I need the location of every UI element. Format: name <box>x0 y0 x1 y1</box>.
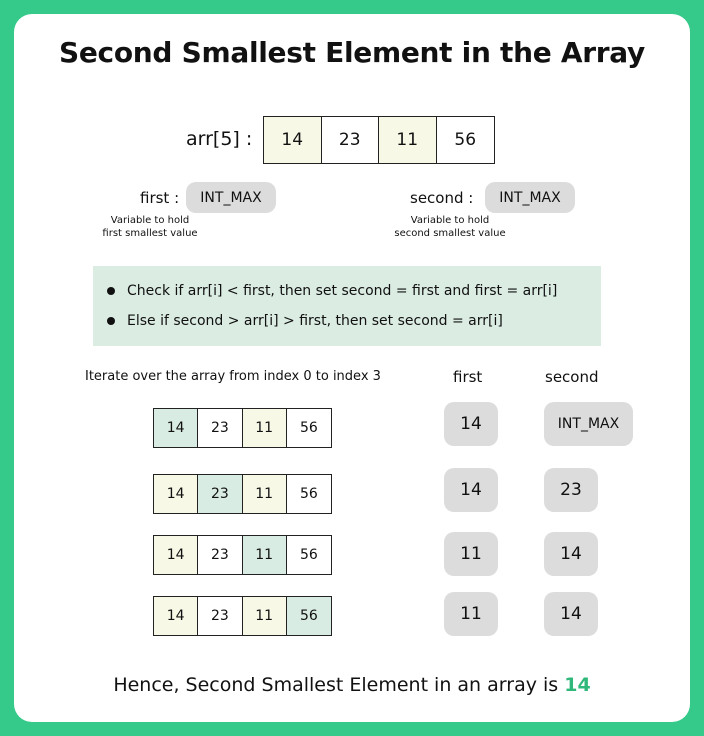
array-label: arr[5] : <box>186 128 253 150</box>
second-init-value: INT_MAX <box>485 182 575 213</box>
array-cell: 23 <box>198 475 242 513</box>
array-cell: 11 <box>243 409 287 447</box>
array-cell: 56 <box>287 409 331 447</box>
second-label: second : <box>410 189 474 207</box>
step-first-value: 11 <box>444 532 498 576</box>
array-cell: 23 <box>198 536 242 574</box>
array-cell: 11 <box>243 536 287 574</box>
rules-box <box>93 266 601 346</box>
array-cell: 14 <box>154 475 198 513</box>
array-cell: 14 <box>154 597 198 635</box>
second-note-line: Variable to hold <box>410 215 490 226</box>
conclusion-text: Hence, Second Smallest Element in an array is <box>113 674 565 696</box>
array-cell: 56 <box>437 117 495 163</box>
step-second-value: INT_MAX <box>544 402 633 446</box>
column-first: first <box>453 368 483 386</box>
main-array <box>263 116 495 164</box>
array-cell: 23 <box>322 117 380 163</box>
step-second-value: 14 <box>544 592 598 636</box>
step-array <box>153 535 332 575</box>
array-cell: 14 <box>264 117 322 163</box>
column-second: second <box>545 368 599 386</box>
conclusion <box>0 674 704 696</box>
step-array <box>153 596 332 636</box>
array-cell: 11 <box>243 475 287 513</box>
step-first-value: 14 <box>444 468 498 512</box>
array-cell: 56 <box>287 475 331 513</box>
page-title: Second Smallest Element in the Array <box>59 36 645 69</box>
array-cell: 56 <box>287 536 331 574</box>
first-note-line: Variable to hold <box>110 215 190 226</box>
step-array <box>153 474 332 514</box>
first-note-line: first smallest value <box>102 228 198 239</box>
bullet-icon <box>107 317 115 325</box>
second-note-line: second smallest value <box>394 228 506 239</box>
rule-item <box>107 313 503 329</box>
step-first-value: 14 <box>444 402 498 446</box>
array-cell: 56 <box>287 597 331 635</box>
array-cell: 14 <box>154 536 198 574</box>
first-init-value: INT_MAX <box>186 182 276 213</box>
rule-item <box>107 283 557 299</box>
step-second-value: 14 <box>544 532 598 576</box>
rule-text: Check if arr[i] < first, then set second = first and first = arr[i] <box>127 283 558 299</box>
rule-text: Else if second > arr[i] > first, then set second = arr[i] <box>127 313 503 329</box>
step-first-value: 11 <box>444 592 498 636</box>
array-cell: 23 <box>198 409 242 447</box>
array-cell: 14 <box>154 409 198 447</box>
first-label: first : <box>140 189 180 207</box>
array-cell: 23 <box>198 597 242 635</box>
step-array <box>153 408 332 448</box>
answer-value: 14 <box>564 674 591 696</box>
step-second-value: 23 <box>544 468 598 512</box>
second-note <box>380 214 520 240</box>
array-cell: 11 <box>379 117 437 163</box>
array-cell: 11 <box>243 597 287 635</box>
bullet-icon <box>107 287 115 295</box>
first-note <box>80 214 220 240</box>
iterate-label: Iterate over the array from index 0 to index 3 <box>85 369 381 384</box>
